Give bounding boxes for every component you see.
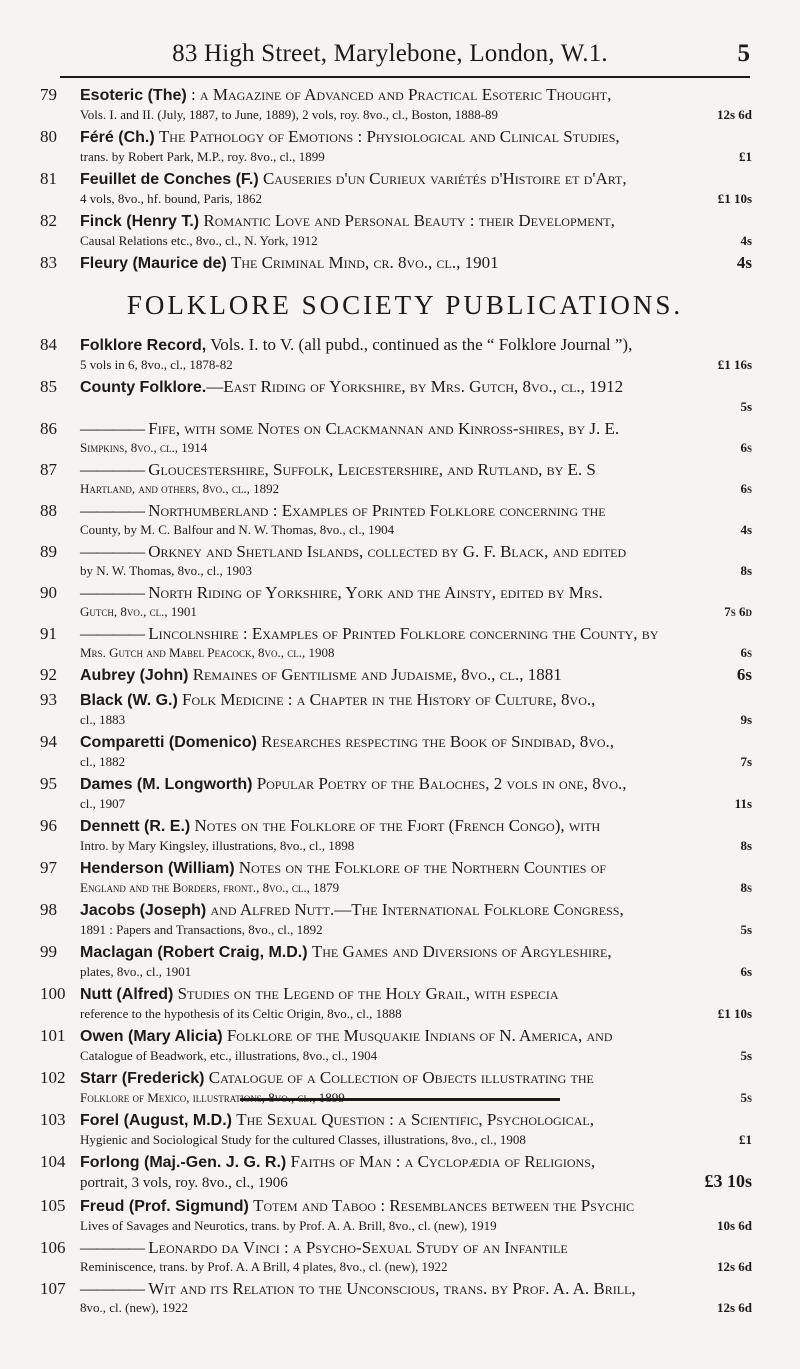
entry-details: Folklore of Mexico, illustrations, 8vo., cl., 1899 (80, 1090, 345, 1105)
entry-number: 98 (40, 900, 57, 919)
section-title: FOLKLORE SOCIETY PUBLICATIONS. (126, 290, 684, 320)
entry-price: 8s (740, 838, 752, 853)
ditto-dash: ———— (80, 460, 144, 479)
entry-details: Reminiscence, trans. by Prof. A. A Brill, 4 plates, 8vo., cl. (new), 1922 (80, 1259, 448, 1274)
entry-details: cl., 1907 (80, 796, 126, 811)
catalogue-entry-82 (40, 211, 752, 249)
entry-description: Totem and Taboo : Resemblances between the Psychic (253, 1196, 635, 1215)
ditto-dash: ———— (80, 1279, 144, 1298)
catalogue-entry-105 (40, 1196, 752, 1234)
entry-description: Popular Poetry of the Baloches, 2 vols in one, 8vo., (256, 774, 627, 793)
entry-price: £1 16s (717, 357, 752, 372)
entry-description: —East Riding of Yorkshire, by Mrs. Gutch, 8vo., cl., 1912 (206, 377, 624, 396)
entry-description: The Games and Diversions of Argyleshire, (311, 942, 612, 961)
entry-author: Dames (M. Longworth) (80, 776, 253, 793)
entry-author: Forlong (Maj.-Gen. J. G. R.) (80, 1154, 287, 1171)
entry-number: 88 (40, 501, 57, 520)
entry-description: The Criminal Mind, cr. 8vo., cl., 1901 (230, 253, 499, 272)
catalogue-entry-80 (40, 127, 752, 165)
entry-price: 5s (740, 399, 752, 414)
catalogue-entry-86 (40, 419, 752, 456)
entry-price: 5s (740, 1090, 752, 1105)
entry-author: Esoteric (The) (80, 87, 187, 104)
entry-number: 95 (40, 774, 57, 793)
entry-number: 87 (40, 460, 57, 479)
entry-details: Causal Relations etc., 8vo., cl., N. York, 1912 (80, 233, 318, 248)
entry-description: Catalogue of a Collection of Objects illustrating the (208, 1068, 594, 1087)
catalogue-entry-87 (40, 460, 752, 497)
entry-description: North Riding of Yorkshire, York and the Ainsty, edited by Mrs. (148, 583, 603, 602)
entry-number: 81 (40, 169, 57, 188)
entry-description: Vols. I. to V. (all pubd., continued as the “ Folklore Journal ”), (210, 335, 633, 354)
catalogue-entry-94 (40, 732, 752, 770)
entry-author: Starr (Frederick) (80, 1070, 205, 1087)
entry-number: 100 (40, 984, 66, 1003)
catalogue-entry-99 (40, 942, 752, 980)
entry-number: 80 (40, 127, 57, 146)
catalogue-entry-95 (40, 774, 752, 812)
entry-description: Folk Medicine : a Chapter in the History of Culture, 8vo., (182, 690, 596, 709)
entry-author: Owen (Mary Alicia) (80, 1028, 223, 1045)
entry-author: Féré (Ch.) (80, 129, 155, 146)
catalogue-entry-104 (40, 1152, 752, 1192)
entry-number: 101 (40, 1026, 66, 1045)
entry-price: 6s (740, 481, 752, 496)
entry-number: 79 (40, 85, 57, 104)
entry-details: 1891 : Papers and Transactions, 8vo., cl., 1892 (80, 922, 323, 937)
entry-author: Maclagan (Robert Craig, M.D.) (80, 944, 308, 961)
entry-details: Intro. by Mary Kingsley, illustrations, 8vo., cl., 1898 (80, 838, 355, 853)
entry-description: : a Magazine of Advanced and Practical Esoteric Thought, (190, 85, 612, 104)
entry-number: 86 (40, 419, 57, 438)
entry-number: 93 (40, 690, 57, 709)
entry-description: Remaines of Gentilisme and Judaisme, 8vo., cl., 1881 (192, 665, 562, 684)
catalogue-entry-89 (40, 542, 752, 579)
entry-number: 89 (40, 542, 57, 561)
header-rule (60, 76, 750, 78)
entry-number: 103 (40, 1110, 66, 1129)
entry-author: Fleury (Maurice de) (80, 255, 227, 272)
catalogue-entry-98 (40, 900, 752, 938)
entry-number: 97 (40, 858, 57, 877)
entry-price: 6s (740, 645, 752, 660)
entry-price: 4s (740, 233, 752, 248)
catalogue-entry-83 (40, 253, 752, 274)
entry-price: 6s (740, 440, 752, 455)
entry-author: Folklore Record, (80, 337, 207, 354)
entry-number: 84 (40, 335, 57, 354)
catalogue-entry-85 (40, 377, 752, 415)
catalogue-entry-93 (40, 690, 752, 728)
entry-details: trans. by Robert Park, M.P., roy. 8vo., cl., 1899 (80, 149, 325, 164)
entry-number: 99 (40, 942, 57, 961)
entry-description: Leonardo da Vinci : a Psycho-Sexual Study of an Infantile (148, 1238, 568, 1257)
ditto-dash: ———— (80, 542, 144, 561)
entry-number: 83 (40, 253, 57, 272)
ditto-dash: ———— (80, 501, 144, 520)
entry-author: Jacobs (Joseph) (80, 902, 207, 919)
entry-number: 104 (40, 1152, 66, 1171)
entry-number: 106 (40, 1238, 66, 1257)
entry-price: 6s (736, 665, 752, 684)
entry-author: Aubrey (John) (80, 667, 189, 684)
entry-author: Dennett (R. E.) (80, 818, 191, 835)
entry-price: 12s 6d (716, 1259, 752, 1274)
entry-price: £1 (739, 149, 752, 164)
entry-description: Fife, with some Notes on Clackmannan and Kinross-shires, by J. E. (148, 419, 620, 438)
entry-author: Finck (Henry T.) (80, 213, 200, 230)
entry-details: portrait, 3 vols, roy. 8vo., cl., 1906 (80, 1175, 288, 1191)
entry-description: and Alfred Nutt.—The International Folklore Congress, (210, 900, 624, 919)
entry-number: 94 (40, 732, 57, 751)
entry-number: 105 (40, 1196, 66, 1215)
entry-price: £1 (739, 1132, 752, 1147)
entry-description: Northumberland : Examples of Printed Folklore concerning the (148, 501, 606, 520)
entry-price: £1 10s (717, 191, 752, 206)
entry-price: £3 10s (704, 1171, 752, 1191)
entry-details: Simpkins, 8vo., cl., 1914 (80, 440, 208, 455)
entry-number: 82 (40, 211, 57, 230)
entry-price: 11s (734, 796, 752, 811)
entry-price: £1 10s (717, 1006, 752, 1021)
entry-price: 10s 6d (716, 1218, 752, 1233)
catalogue-entry-97 (40, 858, 752, 896)
entry-price: 9s (740, 712, 752, 727)
entry-details: cl., 1883 (80, 712, 126, 727)
entry-details: Vols. I. and II. (July, 1887, to June, 1889), 2 vols, roy. 8vo., cl., Boston, 1888-89 (80, 107, 499, 122)
entries-block-folklore (40, 335, 752, 1110)
entry-price: 7s (740, 754, 752, 769)
entry-author: Forel (August, M.D.) (80, 1112, 232, 1129)
entry-number: 85 (40, 377, 57, 396)
catalogue-entry-107 (40, 1279, 752, 1316)
entry-description: The Sexual Question : a Scientific, Psychological, (236, 1110, 594, 1129)
entry-author: Freud (Prof. Sigmund) (80, 1198, 249, 1215)
entry-details: Gutch, 8vo., cl., 1901 (80, 604, 197, 619)
entry-price: 12s 6d (716, 1300, 752, 1315)
entry-price: 4s (736, 253, 752, 272)
entry-details: County, by M. C. Balfour and N. W. Thomas, 8vo., cl., 1904 (80, 522, 395, 537)
entry-description: Folklore of the Musquakie Indians of N. America, and (226, 1026, 613, 1045)
entry-description: Faiths of Man : a Cyclopædia of Religions, (290, 1152, 596, 1171)
ditto-dash: ———— (80, 419, 144, 438)
entry-details: plates, 8vo., cl., 1901 (80, 964, 192, 979)
entry-author: Henderson (William) (80, 860, 235, 877)
entry-price: 8s (740, 563, 752, 578)
entry-author: Nutt (Alfred) (80, 986, 174, 1003)
catalogue-entry-96 (40, 816, 752, 854)
entry-description: Studies on the Legend of the Holy Grail, with especia (177, 984, 559, 1003)
entry-author: Comparetti (Domenico) (80, 734, 257, 751)
entry-number: 92 (40, 665, 57, 684)
entry-details: reference to the hypothesis of its Celtic Origin, 8vo., cl., 1888 (80, 1006, 402, 1021)
entry-details: Lives of Savages and Neurotics, trans. by Prof. A. A. Brill, 8vo., cl. (new), 1919 (80, 1218, 497, 1233)
entry-details: Catalogue of Beadwork, etc., illustrations, 8vo., cl., 1904 (80, 1048, 378, 1063)
catalogue-entry-92 (40, 665, 752, 686)
entry-details: 5 vols in 6, 8vo., cl., 1878-82 (80, 357, 233, 372)
entry-price: 7s 6d (724, 604, 752, 619)
entry-description: Notes on the Folklore of the Fjort (French Congo), with (194, 816, 601, 835)
entry-price: 6s (740, 964, 752, 979)
catalogue-entry-106 (40, 1238, 752, 1275)
entry-description: Causeries d'un Curieux variétés d'Histoire et d'Art, (262, 169, 627, 188)
entry-number: 90 (40, 583, 57, 602)
entry-description: Romantic Love and Personal Beauty : their Development, (203, 211, 615, 230)
entry-description: Lincolnshire : Examples of Printed Folklore concerning the County, by (148, 624, 659, 643)
entry-price: 5s (740, 1048, 752, 1063)
catalogue-entry-103 (40, 1110, 752, 1148)
entry-details: Hartland, and others, 8vo., cl., 1892 (80, 481, 280, 496)
ditto-dash: ———— (80, 624, 144, 643)
page-number: 5 (737, 40, 750, 67)
section-divider (240, 1098, 560, 1101)
entry-author: County Folklore. (80, 379, 207, 396)
catalogue-entry-88 (40, 501, 752, 538)
entry-details: by N. W. Thomas, 8vo., cl., 1903 (80, 563, 253, 578)
catalogue-entry-91 (40, 624, 752, 661)
catalogue-entry-90 (40, 583, 752, 620)
catalogue-entry-84 (40, 335, 752, 373)
catalogue-entry-100 (40, 984, 752, 1022)
entry-description: Wit and its Relation to the Unconscious, trans. by Prof. A. A. Brill, (148, 1279, 636, 1298)
entry-description: Gloucestershire, Suffolk, Leicestershire, and Rutland, by E. S (148, 460, 596, 479)
header-address: 83 High Street, Marylebone, London, W.1. (172, 40, 608, 67)
entry-number: 96 (40, 816, 57, 835)
entry-price: 12s 6d (716, 107, 752, 122)
catalogue-entry-81 (40, 169, 752, 207)
page-header (60, 40, 750, 80)
entry-number: 91 (40, 624, 57, 643)
entry-details: Hygienic and Sociological Study for the cultured Classes, illustrations, 8vo., cl., 1908 (80, 1132, 526, 1147)
catalogue-entry-79 (40, 85, 752, 123)
entry-number: 107 (40, 1279, 66, 1298)
entry-details: 8vo., cl. (new), 1922 (80, 1300, 188, 1315)
entry-description: Notes on the Folklore of the Northern Counties of (238, 858, 607, 877)
entry-details: Mrs. Gutch and Mabel Peacock, 8vo., cl., 1908 (80, 645, 335, 660)
entry-details: 4 vols, 8vo., hf. bound, Paris, 1862 (80, 191, 262, 206)
entry-author: Black (W. G.) (80, 692, 178, 709)
entry-description: Orkney and Shetland Islands, collected by G. F. Black, and edited (148, 542, 627, 561)
entry-price: 5s (740, 922, 752, 937)
ditto-dash: ———— (80, 583, 144, 602)
entries-block-psychology (40, 1110, 752, 1320)
entry-author: Feuillet de Conches (F.) (80, 171, 259, 188)
entry-details: cl., 1882 (80, 754, 126, 769)
catalogue-entry-101 (40, 1026, 752, 1064)
entry-price: 8s (740, 880, 752, 895)
entry-price: 4s (740, 522, 752, 537)
entry-description: Researches respecting the Book of Sindibad, 8vo., (261, 732, 615, 751)
ditto-dash: ———— (80, 1238, 144, 1257)
entries-block-general (40, 85, 752, 278)
entry-details: England and the Borders, front., 8vo., cl., 1879 (80, 880, 340, 895)
entry-number: 102 (40, 1068, 66, 1087)
entry-description: The Pathology of Emotions : Physiological and Clinical Studies, (158, 127, 620, 146)
